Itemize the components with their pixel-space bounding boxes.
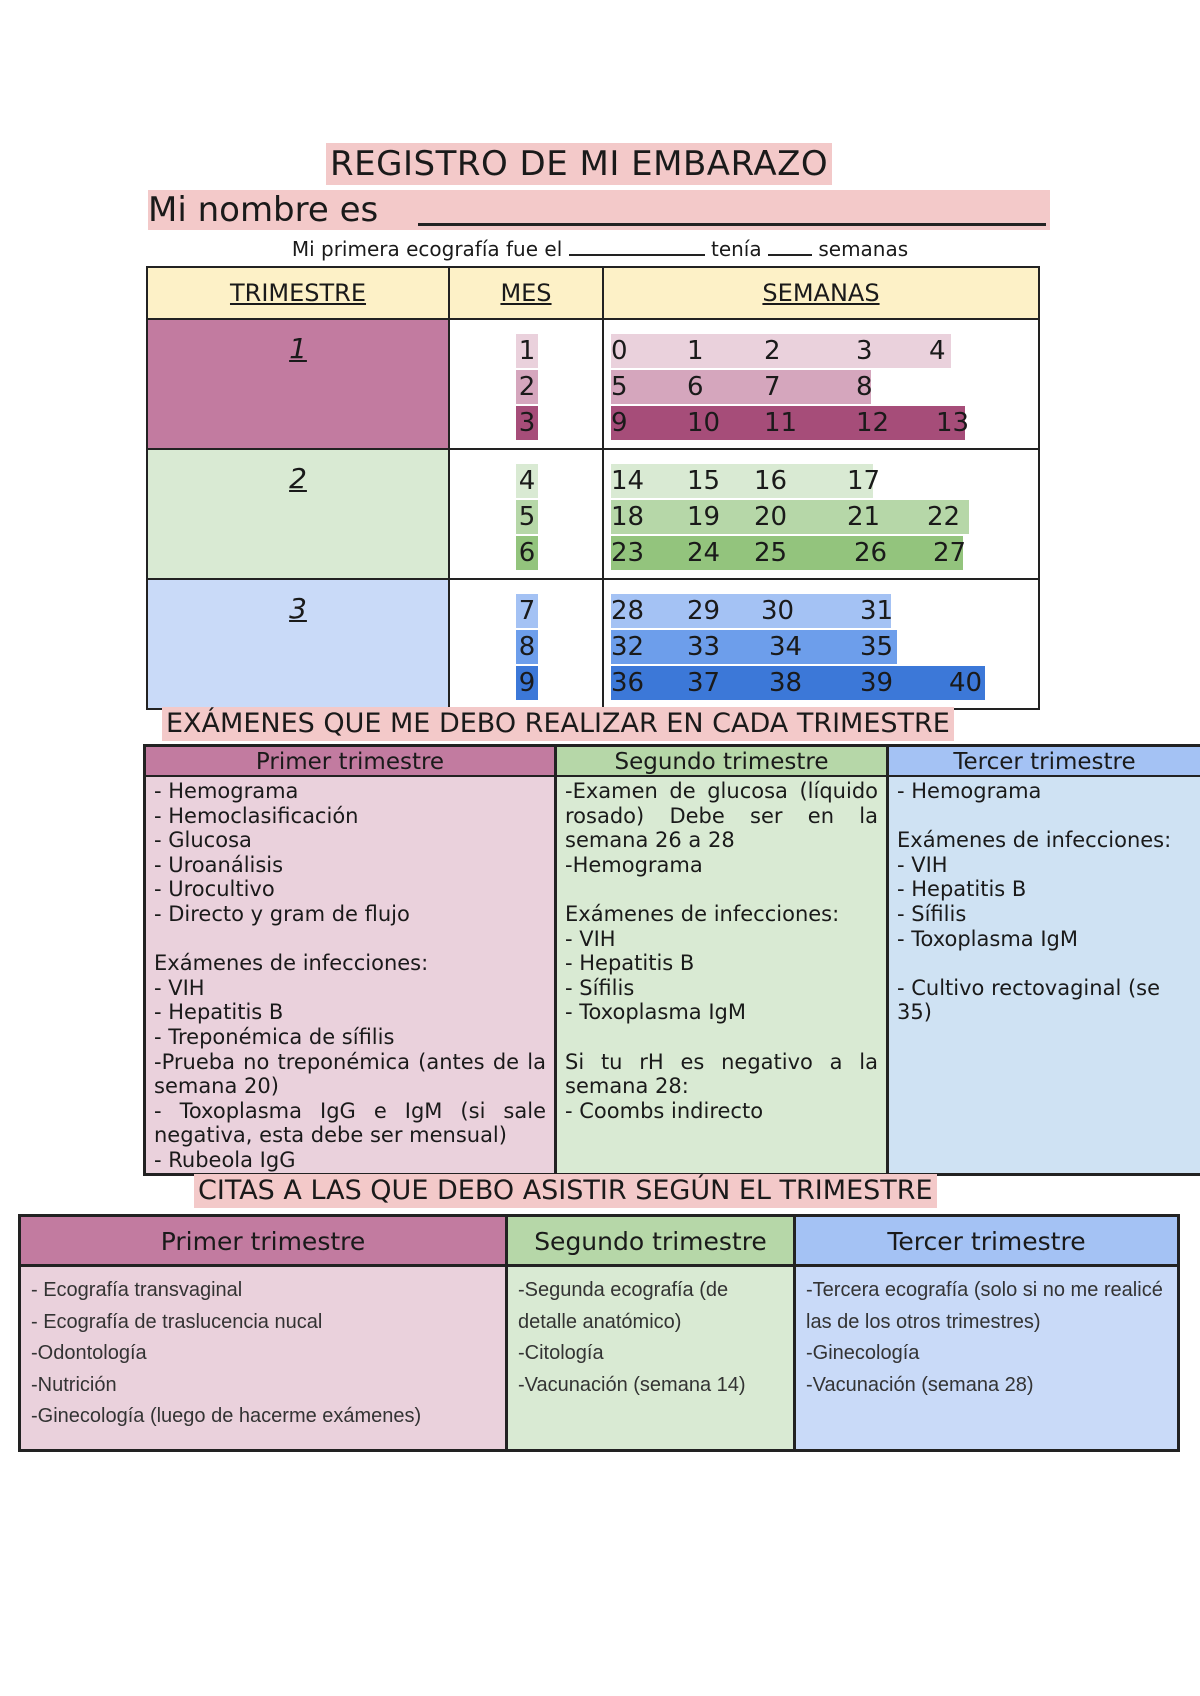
week-number: 11 — [764, 408, 798, 438]
mes-number: 4 — [516, 464, 538, 498]
week-number: 27 — [933, 538, 967, 568]
cita-item: -Ginecología (luego de hacerme exámenes) — [31, 1405, 422, 1427]
header-mes: MES — [448, 266, 604, 320]
week-number: 5 — [611, 372, 628, 402]
mes-number: 5 — [516, 500, 538, 534]
exam-item: - Cultivo rectovaginal (se 35) — [897, 975, 1161, 1025]
exam-item: -Prueba no treponémica (antes de la semana 20) — [154, 1049, 546, 1099]
exam-item: - Hemoclasificación — [154, 803, 359, 828]
exam-item: - Hemograma — [897, 779, 1042, 803]
cita-item: -Vacunación (semana 28) — [806, 1373, 1034, 1396]
week-number: 35 — [860, 632, 894, 662]
first-scan-date-blank[interactable] — [569, 236, 705, 256]
exam-item: - VIH — [565, 926, 616, 951]
week-number: 37 — [687, 668, 721, 698]
week-number: 22 — [927, 502, 961, 532]
first-scan-weeks-label: tenía — [710, 237, 762, 261]
exam-item: - Hepatitis B — [154, 1000, 284, 1025]
week-number: 28 — [611, 596, 645, 626]
week-number: 29 — [687, 596, 721, 626]
exam-item: - Hemograma — [154, 779, 299, 803]
mes-number: 9 — [516, 666, 538, 700]
mes-number: 1 — [516, 334, 538, 368]
name-label: Mi nombre es — [148, 190, 379, 230]
trimester-cell-2: 2 — [146, 448, 450, 580]
cita-item: -Segunda ecografía (de detalle anatómico) — [518, 1279, 729, 1333]
header-semanas: SEMANAS — [602, 266, 1040, 320]
exam-item: - Hepatitis B — [897, 877, 1027, 902]
exam-item: -Examen de glucosa (líquido rosado) Debe ser en la semana 26 a 28 — [565, 779, 878, 853]
cita-item: -Ginecología — [806, 1342, 920, 1364]
weeks-bar-month-2 — [611, 370, 871, 404]
week-number: 39 — [860, 668, 894, 698]
first-scan-label: Mi primera ecografía fue el — [291, 237, 563, 261]
citas-header-col-1: Primer trimestre — [21, 1217, 505, 1267]
citas-heading: CITAS A LAS QUE DEBO ASISTIR SEGÚN EL TRIMESTRE — [194, 1174, 937, 1208]
week-number: 10 — [687, 408, 721, 438]
week-number: 38 — [769, 668, 803, 698]
page-title: REGISTRO DE MI EMBARAZO — [326, 143, 832, 185]
week-number: 19 — [687, 502, 721, 532]
exam-header-col-3: Tercer trimestre — [886, 747, 1200, 777]
exam-item: - Rubeola IgG — [154, 1147, 296, 1172]
week-number: 23 — [611, 538, 645, 568]
week-number: 16 — [754, 466, 788, 496]
exam-item: - Hepatitis B — [565, 951, 695, 976]
exam-list-col-2 — [554, 777, 886, 1173]
week-number: 15 — [687, 466, 721, 496]
exam-item: Exámenes de infecciones: — [897, 828, 1172, 853]
citas-header-col-2: Segundo trimestre — [505, 1217, 793, 1267]
exams-table — [143, 744, 1200, 1176]
mes-number: 3 — [516, 406, 538, 440]
citas-list-col-1 — [21, 1267, 505, 1449]
mes-number: 7 — [516, 594, 538, 628]
week-number: 26 — [854, 538, 888, 568]
exam-item: Exámenes de infecciones: — [154, 951, 429, 976]
first-scan-weeks-unit: semanas — [818, 237, 909, 261]
weeks-bar-month-5 — [611, 500, 969, 534]
name-field-row — [148, 190, 1050, 230]
exam-item: - Treponémica de sífilis — [154, 1024, 395, 1049]
week-number: 14 — [611, 466, 645, 496]
first-scan-row — [0, 236, 1200, 262]
week-number: 0 — [611, 336, 628, 366]
weeks-bar-month-8 — [611, 630, 897, 664]
mes-number: 6 — [516, 536, 538, 570]
exam-item: - Urocultivo — [154, 877, 275, 902]
exam-header-col-1: Primer trimestre — [146, 747, 554, 777]
weeks-bar-month-7 — [611, 594, 894, 628]
exam-item: - Sífilis — [565, 975, 635, 1000]
exam-item — [897, 951, 1192, 976]
exam-item: - Toxoplasma IgM — [897, 926, 1078, 951]
weeks-bar-month-3 — [611, 406, 970, 440]
week-number: 34 — [769, 632, 803, 662]
week-number: 1 — [687, 336, 704, 366]
trimester-cell-1: 1 — [146, 318, 450, 450]
weeks-bar-month-4 — [611, 464, 881, 498]
exam-item — [565, 1025, 878, 1050]
weeks-bar-month-1 — [611, 334, 951, 368]
exam-item: -Hemograma — [565, 852, 703, 877]
week-number: 32 — [611, 632, 645, 662]
mes-number: 8 — [516, 630, 538, 664]
week-number: 31 — [860, 596, 894, 626]
exam-item: - Glucosa — [154, 828, 252, 853]
week-number: 13 — [936, 408, 970, 438]
week-number: 36 — [611, 668, 645, 698]
citas-list-col-2 — [505, 1267, 793, 1449]
cita-item: -Nutrición — [31, 1373, 117, 1396]
week-number: 17 — [847, 466, 881, 496]
week-number: 6 — [687, 372, 704, 402]
cita-item: -Odontología — [31, 1342, 147, 1364]
week-number: 3 — [856, 336, 873, 366]
weeks-bar-month-6 — [611, 536, 967, 570]
weeks-bar-month-9 — [611, 666, 985, 700]
mes-number: 2 — [516, 370, 538, 404]
week-number: 30 — [761, 596, 795, 626]
exam-item: - Coombs indirecto — [565, 1098, 764, 1123]
exam-header-col-2: Segundo trimestre — [554, 747, 886, 777]
exam-list-col-1 — [146, 777, 554, 1173]
week-number: 7 — [764, 372, 781, 402]
cita-item: - Ecografía transvaginal — [31, 1279, 243, 1301]
cita-item: - Ecografía de traslucencia nucal — [31, 1310, 323, 1333]
exam-item — [565, 877, 878, 902]
week-number: 40 — [949, 668, 983, 698]
cita-item: -Vacunación (semana 14) — [518, 1373, 746, 1396]
week-number: 2 — [764, 336, 781, 366]
exam-item: - Uroanálisis — [154, 852, 284, 877]
exams-heading: EXÁMENES QUE ME DEBO REALIZAR EN CADA TRIMESTRE — [162, 707, 954, 741]
exam-item: - Toxoplasma IgM — [565, 1000, 746, 1025]
week-number: 20 — [754, 502, 788, 532]
exam-item: - Directo y gram de flujo — [154, 901, 410, 926]
week-number: 24 — [687, 538, 721, 568]
name-blank-line[interactable] — [418, 223, 1046, 226]
exam-list-col-3 — [886, 777, 1200, 1173]
exam-item: Si tu rH es negativo a la semana 28: — [565, 1049, 878, 1099]
exam-item — [154, 927, 546, 952]
week-number: 8 — [856, 372, 873, 402]
exam-item: - Sífilis — [897, 901, 967, 926]
exam-item: - VIH — [897, 852, 948, 877]
exam-item — [897, 804, 1192, 829]
week-number: 12 — [856, 408, 890, 438]
week-number: 25 — [754, 538, 788, 568]
exam-item: Exámenes de infecciones: — [565, 901, 840, 926]
week-number: 18 — [611, 502, 645, 532]
week-number: 21 — [847, 502, 881, 532]
cita-item: -Citología — [518, 1342, 604, 1364]
header-trimestre: TRIMESTRE — [146, 266, 450, 320]
exam-item: - Toxoplasma IgG e IgM (si sale negativa, esta debe ser mensual) — [154, 1098, 546, 1148]
citas-table — [18, 1214, 1180, 1452]
first-scan-weeks-blank[interactable] — [768, 236, 812, 256]
week-number: 9 — [611, 408, 628, 438]
citas-list-col-3 — [793, 1267, 1177, 1449]
week-number: 33 — [687, 632, 721, 662]
week-number: 4 — [929, 336, 946, 366]
exam-item: - VIH — [154, 975, 205, 1000]
trimester-cell-3: 3 — [146, 578, 450, 710]
citas-header-col-3: Tercer trimestre — [793, 1217, 1177, 1267]
cita-item: -Tercera ecografía (solo si no me realicé las de los otros trimestres) — [806, 1279, 1163, 1333]
